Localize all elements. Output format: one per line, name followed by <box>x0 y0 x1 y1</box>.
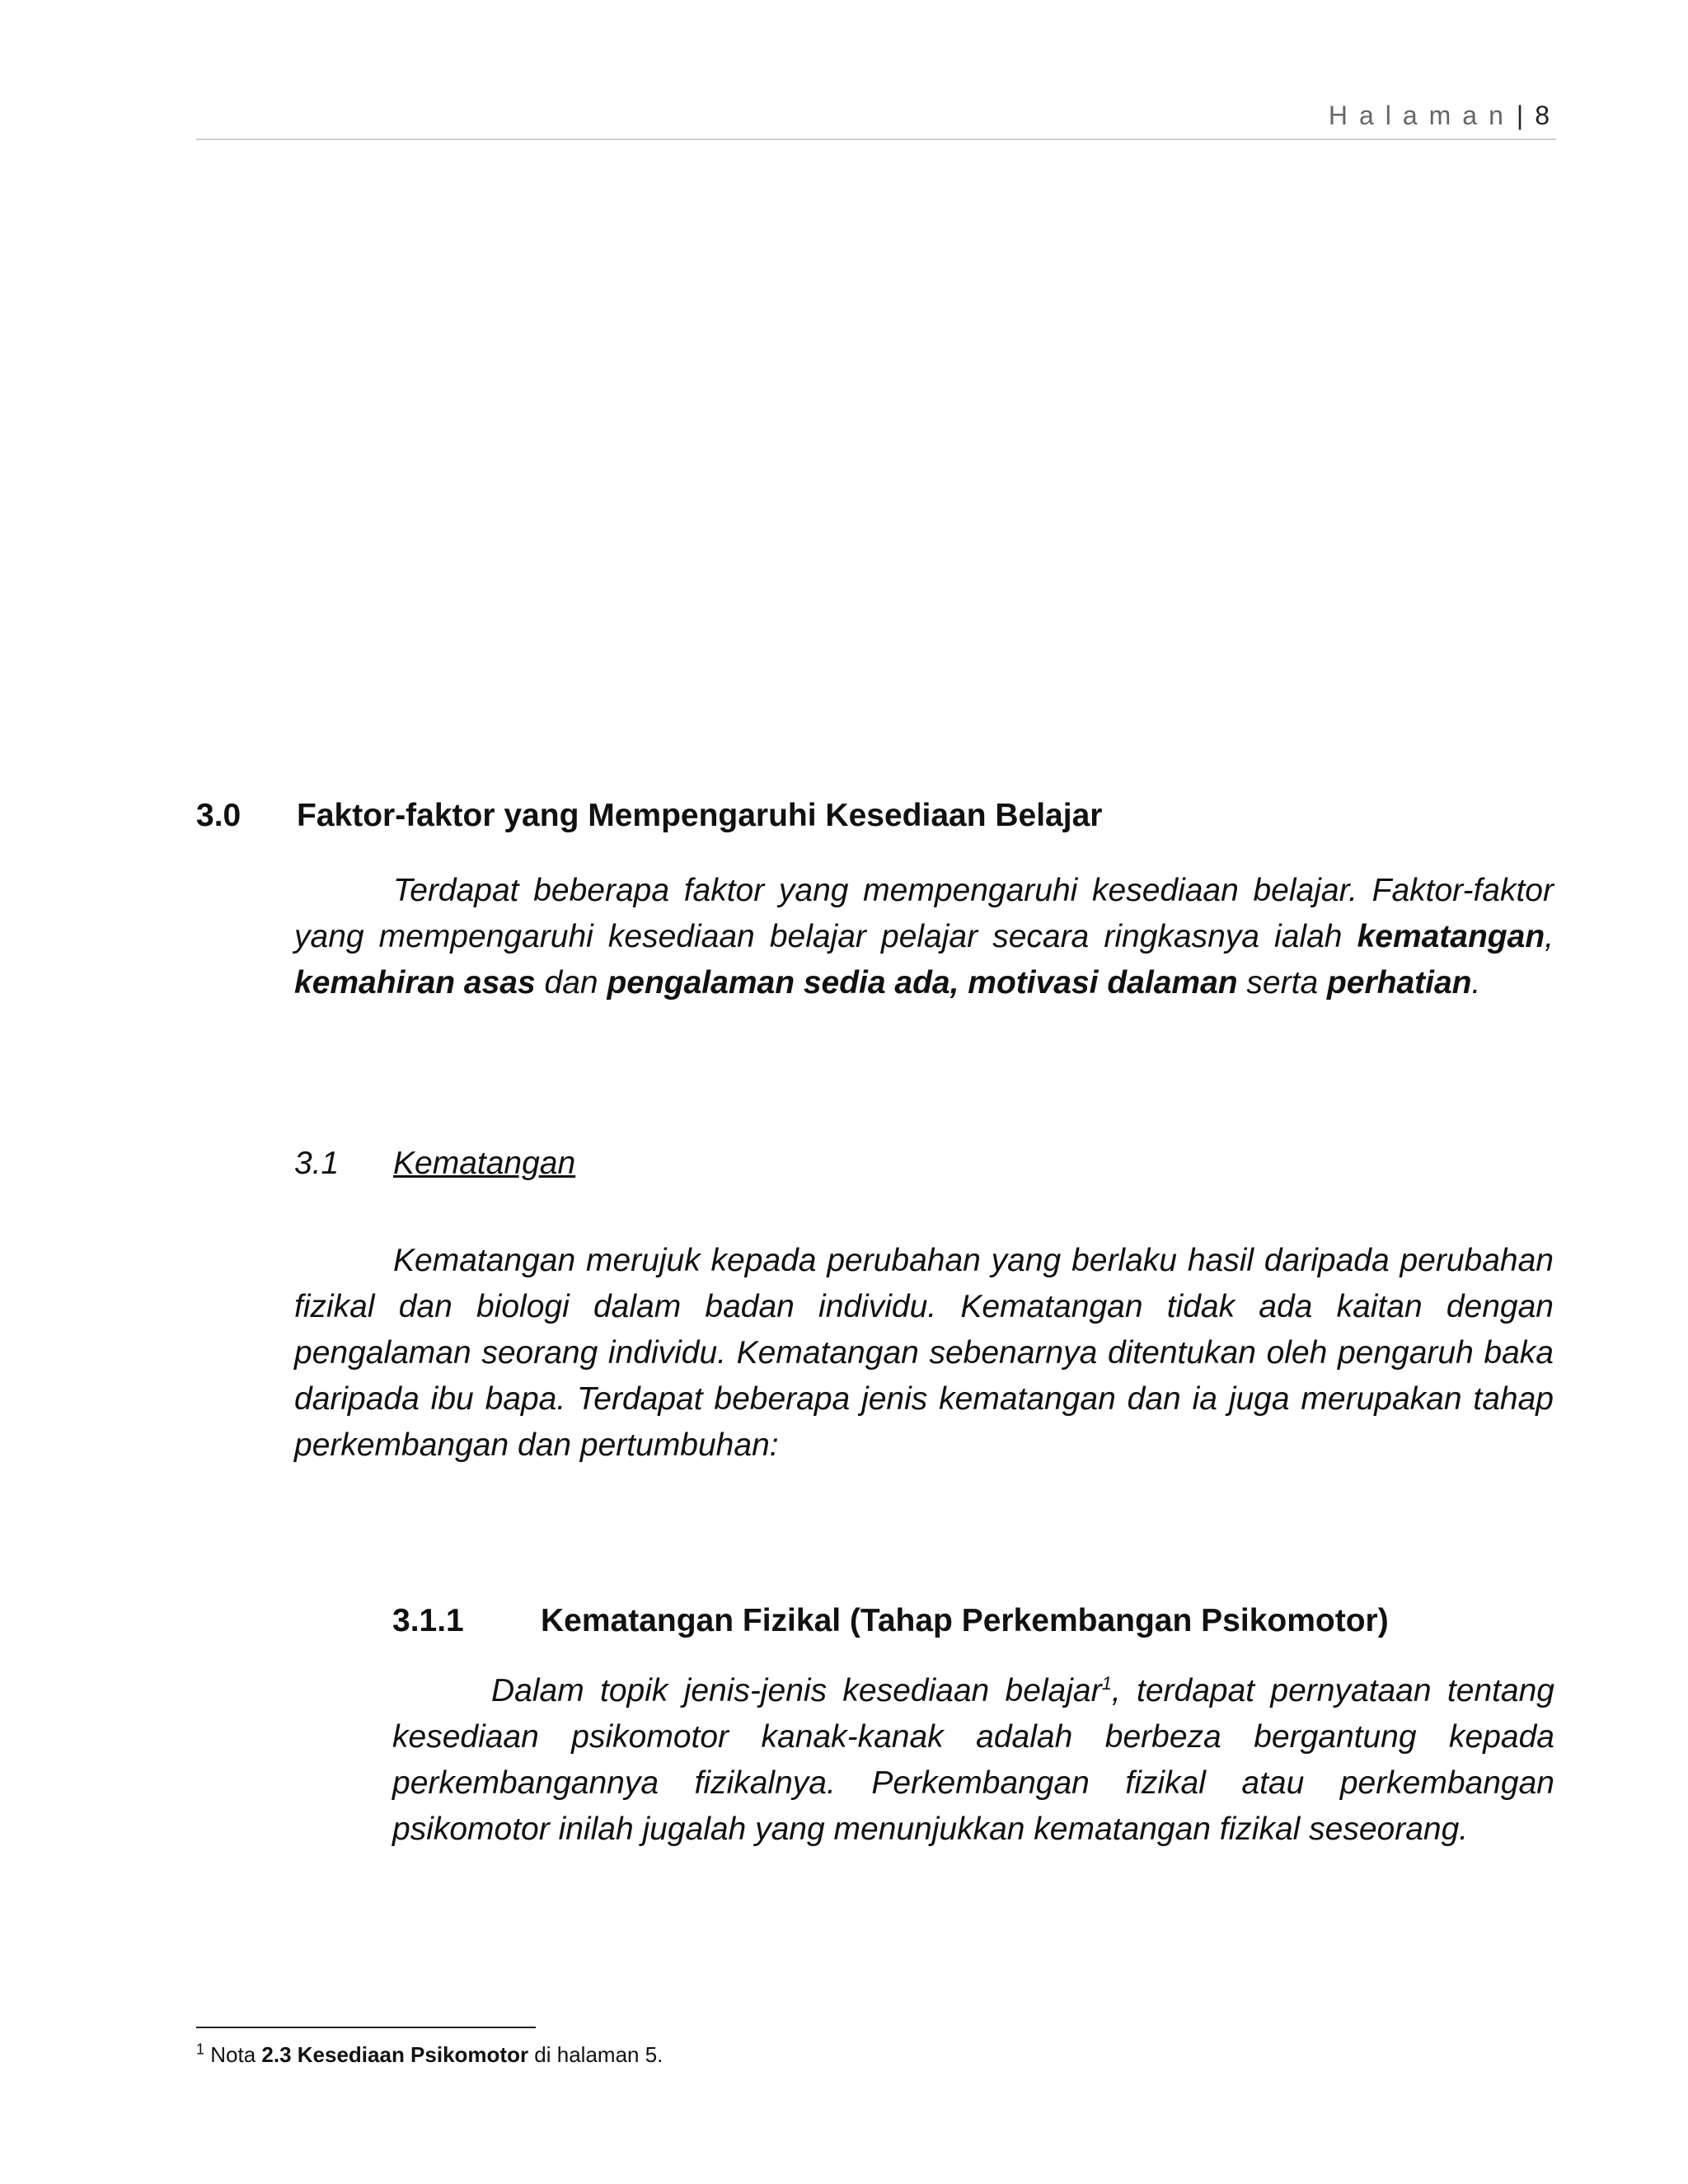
paragraph-text: Terdapat beberapa faktor yang mempengaruhi kesediaan belajar. Faktor-faktor yang mempengaruhi kesediaan belajar pelajar secara ringkasnya ialah <box>294 873 1554 954</box>
paragraph-text: Kematangan merujuk kepada perubahan yang berlaku hasil daripada perubahan fizikal dan biologi dalam badan individu. Kematangan tidak ada kaitan dengan pengalaman seorang individu. Kematangan sebenarnya ditentukan oleh pengaruh baka daripada ibu bapa. Terdapat beberapa jenis kematangan dan ia juga merupakan tahap perkembangan dan pertumbuhan: <box>294 1243 1554 1463</box>
footnote-text: di halaman 5. <box>528 2042 663 2067</box>
section-number: 3.0 <box>196 798 241 833</box>
section-3-paragraph <box>294 868 1554 1006</box>
footnote-marker: 1 <box>196 2041 205 2058</box>
bold-term: pengalaman sedia ada, motivasi dalaman <box>607 965 1238 1001</box>
footnote <box>196 2042 663 2068</box>
paragraph-text: , <box>1545 919 1554 954</box>
paragraph-text: dan <box>535 965 607 1001</box>
footnote-reference[interactable]: 1 <box>1101 1673 1112 1694</box>
section-title: Faktor-faktor yang Mempengaruhi Kesediaan Belajar <box>297 798 1103 833</box>
section-3-heading <box>196 798 1102 834</box>
footnote-bold-text: 2.3 Kesediaan Psikomotor <box>261 2042 529 2067</box>
header-divider <box>196 138 1556 140</box>
bold-term: kemahiran asas <box>294 965 536 1001</box>
section-title: Kematangan Fizikal (Tahap Perkembangan Psikomotor) <box>541 1603 1389 1638</box>
footnote-text: Nota <box>204 2042 262 2067</box>
section-3-1-paragraph <box>294 1238 1554 1469</box>
section-3-1-heading <box>294 1146 575 1182</box>
paragraph-text: Dalam topik jenis-jenis kesediaan belajar <box>491 1673 1102 1708</box>
header-separator: | <box>1516 101 1524 130</box>
paragraph-text: serta <box>1237 965 1327 1001</box>
section-title: Kematangan <box>393 1146 576 1181</box>
footnote-divider <box>196 2027 536 2028</box>
section-3-1-1-paragraph <box>392 1668 1554 1853</box>
section-3-1-1-heading <box>392 1603 1389 1639</box>
paragraph-text: , terdapat pernyataan tentang kesediaan psikomotor kanak-kanak adalah berbeza bergantung kepada perkembangannya fizikalnya. Perkembangan fizikal atau perkembangan psikomotor inilah jugalah yang menunjukkan kematangan fizikal seseorang. <box>392 1673 1554 1847</box>
bold-term: perhatian <box>1326 965 1472 1001</box>
section-number: 3.1 <box>294 1146 340 1181</box>
page-header <box>1329 101 1550 131</box>
paragraph-text: . <box>1471 965 1481 1001</box>
bold-term: kematangan <box>1357 919 1545 954</box>
section-number: 3.1.1 <box>392 1603 464 1638</box>
page-number: 8 <box>1535 101 1550 130</box>
header-label: Halaman <box>1328 101 1515 130</box>
